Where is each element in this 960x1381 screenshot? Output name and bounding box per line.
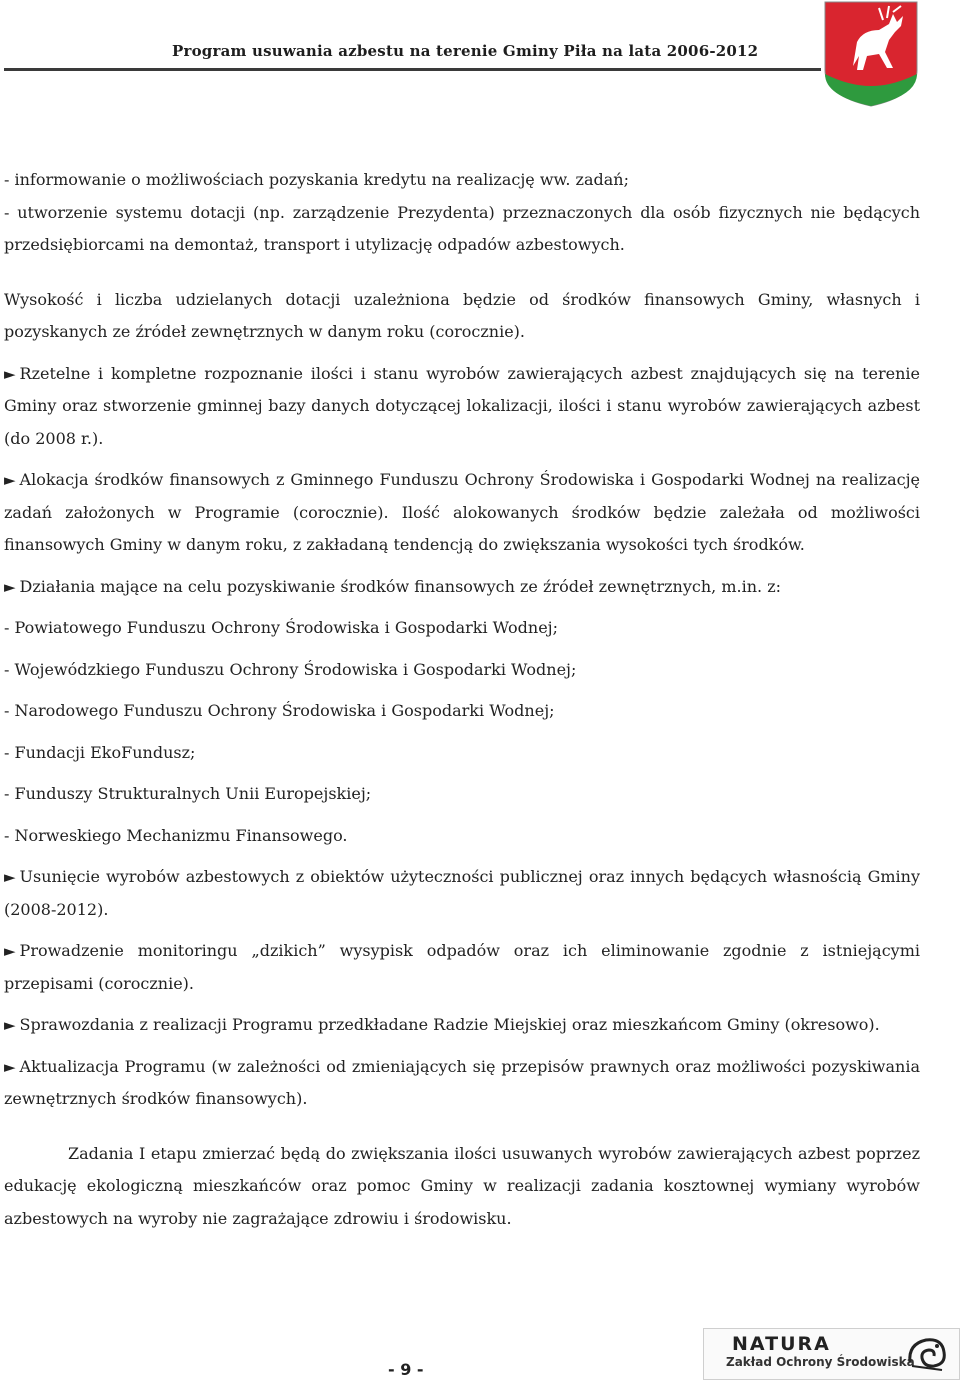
header-title: Program usuwania azbestu na terenie Gminy Piła na lata 2006-2012 (172, 42, 759, 60)
arrow-bullet-icon: ► (4, 942, 16, 960)
arrow-bullet-icon: ► (4, 577, 16, 596)
bullet-item (4, 1051, 920, 1116)
bullet-item (4, 571, 920, 604)
bullet-item (4, 935, 920, 1000)
source-item: - Fundacji EkoFundusz; (4, 742, 196, 762)
source-item: - Norweskiego Mechanizmu Finansowego. (4, 825, 348, 845)
closing-paragraph: Zadania I etapu zmierzać będą do zwiększania ilości usuwanych wyrobów zawierających azbest poprzez edukację ekologiczną mieszkańców oraz pomoc Gminy w realizacji zadania kosztownej wymiany wyrobów azbestowych na wyroby nie zagrażające zdrowiu i środowisku. (4, 1143, 920, 1228)
source-item: - Powiatowego Funduszu Ochrony Środowiska i Gospodarki Wodnej; (4, 618, 559, 637)
source-item: - Funduszy Strukturalnych Unii Europejskiej; (4, 784, 372, 803)
logo-name: NATURA (732, 1333, 831, 1355)
arrow-bullet-icon: ► (4, 1057, 16, 1076)
natura-logo (703, 1328, 960, 1380)
arrow-bullet-icon: ► (4, 364, 16, 383)
header-rule (4, 68, 821, 71)
bullet-item (4, 1009, 920, 1042)
bullet-text: Działania mające na celu pozyskiwanie środków finansowych ze źródeł zewnętrznych, m.in. z: (19, 576, 782, 596)
source-item: - Wojewódzkiego Funduszu Ochrony Środowiska i Gospodarki Wodnej; (4, 659, 577, 679)
source-item: - Narodowego Funduszu Ochrony Środowiska i Gospodarki Wodnej; (4, 701, 555, 720)
bullet-text: Sprawozdania z realizacji Programu przedkładane Radzie Miejskiej oraz mieszkańcom Gminy (okresowo). (19, 1015, 880, 1034)
document-body (4, 164, 920, 1235)
logo-subtitle: Zakład Ochrony Środowiska (726, 1355, 915, 1369)
arrow-bullet-icon: ► (4, 1016, 16, 1034)
arrow-bullet-icon: ► (4, 471, 16, 489)
arrow-bullet-icon: ► (4, 868, 16, 886)
coat-of-arms-icon (823, 0, 919, 108)
text-line: - informowanie o możliwościach pozyskania kredytu na realizację ww. zadań; (4, 170, 629, 189)
bullet-text: Alokacja środków finansowych z Gminnego Funduszu Ochrony Środowiska i Gospodarki Wodnej na realizację zadań założonych w Programie (corocznie). Ilość alokowanych środków będzie zależała od możliwości finansowych Gminy w danym roku, z zakładaną tendencją do zwiększania wysokości tych środków. (4, 470, 920, 554)
bullet-text: Prowadzenie monitoringu „dzikich” wysypisk odpadów oraz ich eliminowanie zgodnie z istniejącymi przepisami (corocznie). (4, 941, 920, 993)
bullet-text: Usunięcie wyrobów azbestowych z obiektów użyteczności publicznej oraz innych będących własnością Gminy (2008-2012). (4, 867, 920, 919)
paragraph-dotacje: Wysokość i liczba udzielanych dotacji uzależniona będzie od środków finansowych Gminy, własnych i pozyskanych ze źródeł zewnętrznych w danym roku (corocznie). (4, 289, 920, 341)
bullet-text: Aktualizacja Programu (w zależności od zmieniających się przepisów prawnych oraz możliwości pozyskiwania zewnętrznych środków finansowych). (4, 1056, 920, 1108)
text-line: - utworzenie systemu dotacji (np. zarządzenie Prezydenta) przeznaczonych dla osób fizycznych nie będących przedsiębiorcami na demontaż, transport i utylizację odpadów azbestowych. (4, 202, 920, 254)
bullet-item (4, 358, 920, 456)
bullet-item (4, 861, 920, 926)
bullet-item (4, 464, 920, 562)
chameleon-logo-icon (904, 1332, 948, 1376)
bullet-text: Rzetelne i kompletne rozpoznanie ilości i stanu wyrobów zawierających azbest znajdujących się na terenie Gminy oraz stworzenie gminnej bazy danych dotyczącej lokalizacji, ilości i stanu wyrobów zawierających azbest (do 2008 r.). (4, 363, 920, 448)
page-number: - 9 - (388, 1360, 424, 1379)
